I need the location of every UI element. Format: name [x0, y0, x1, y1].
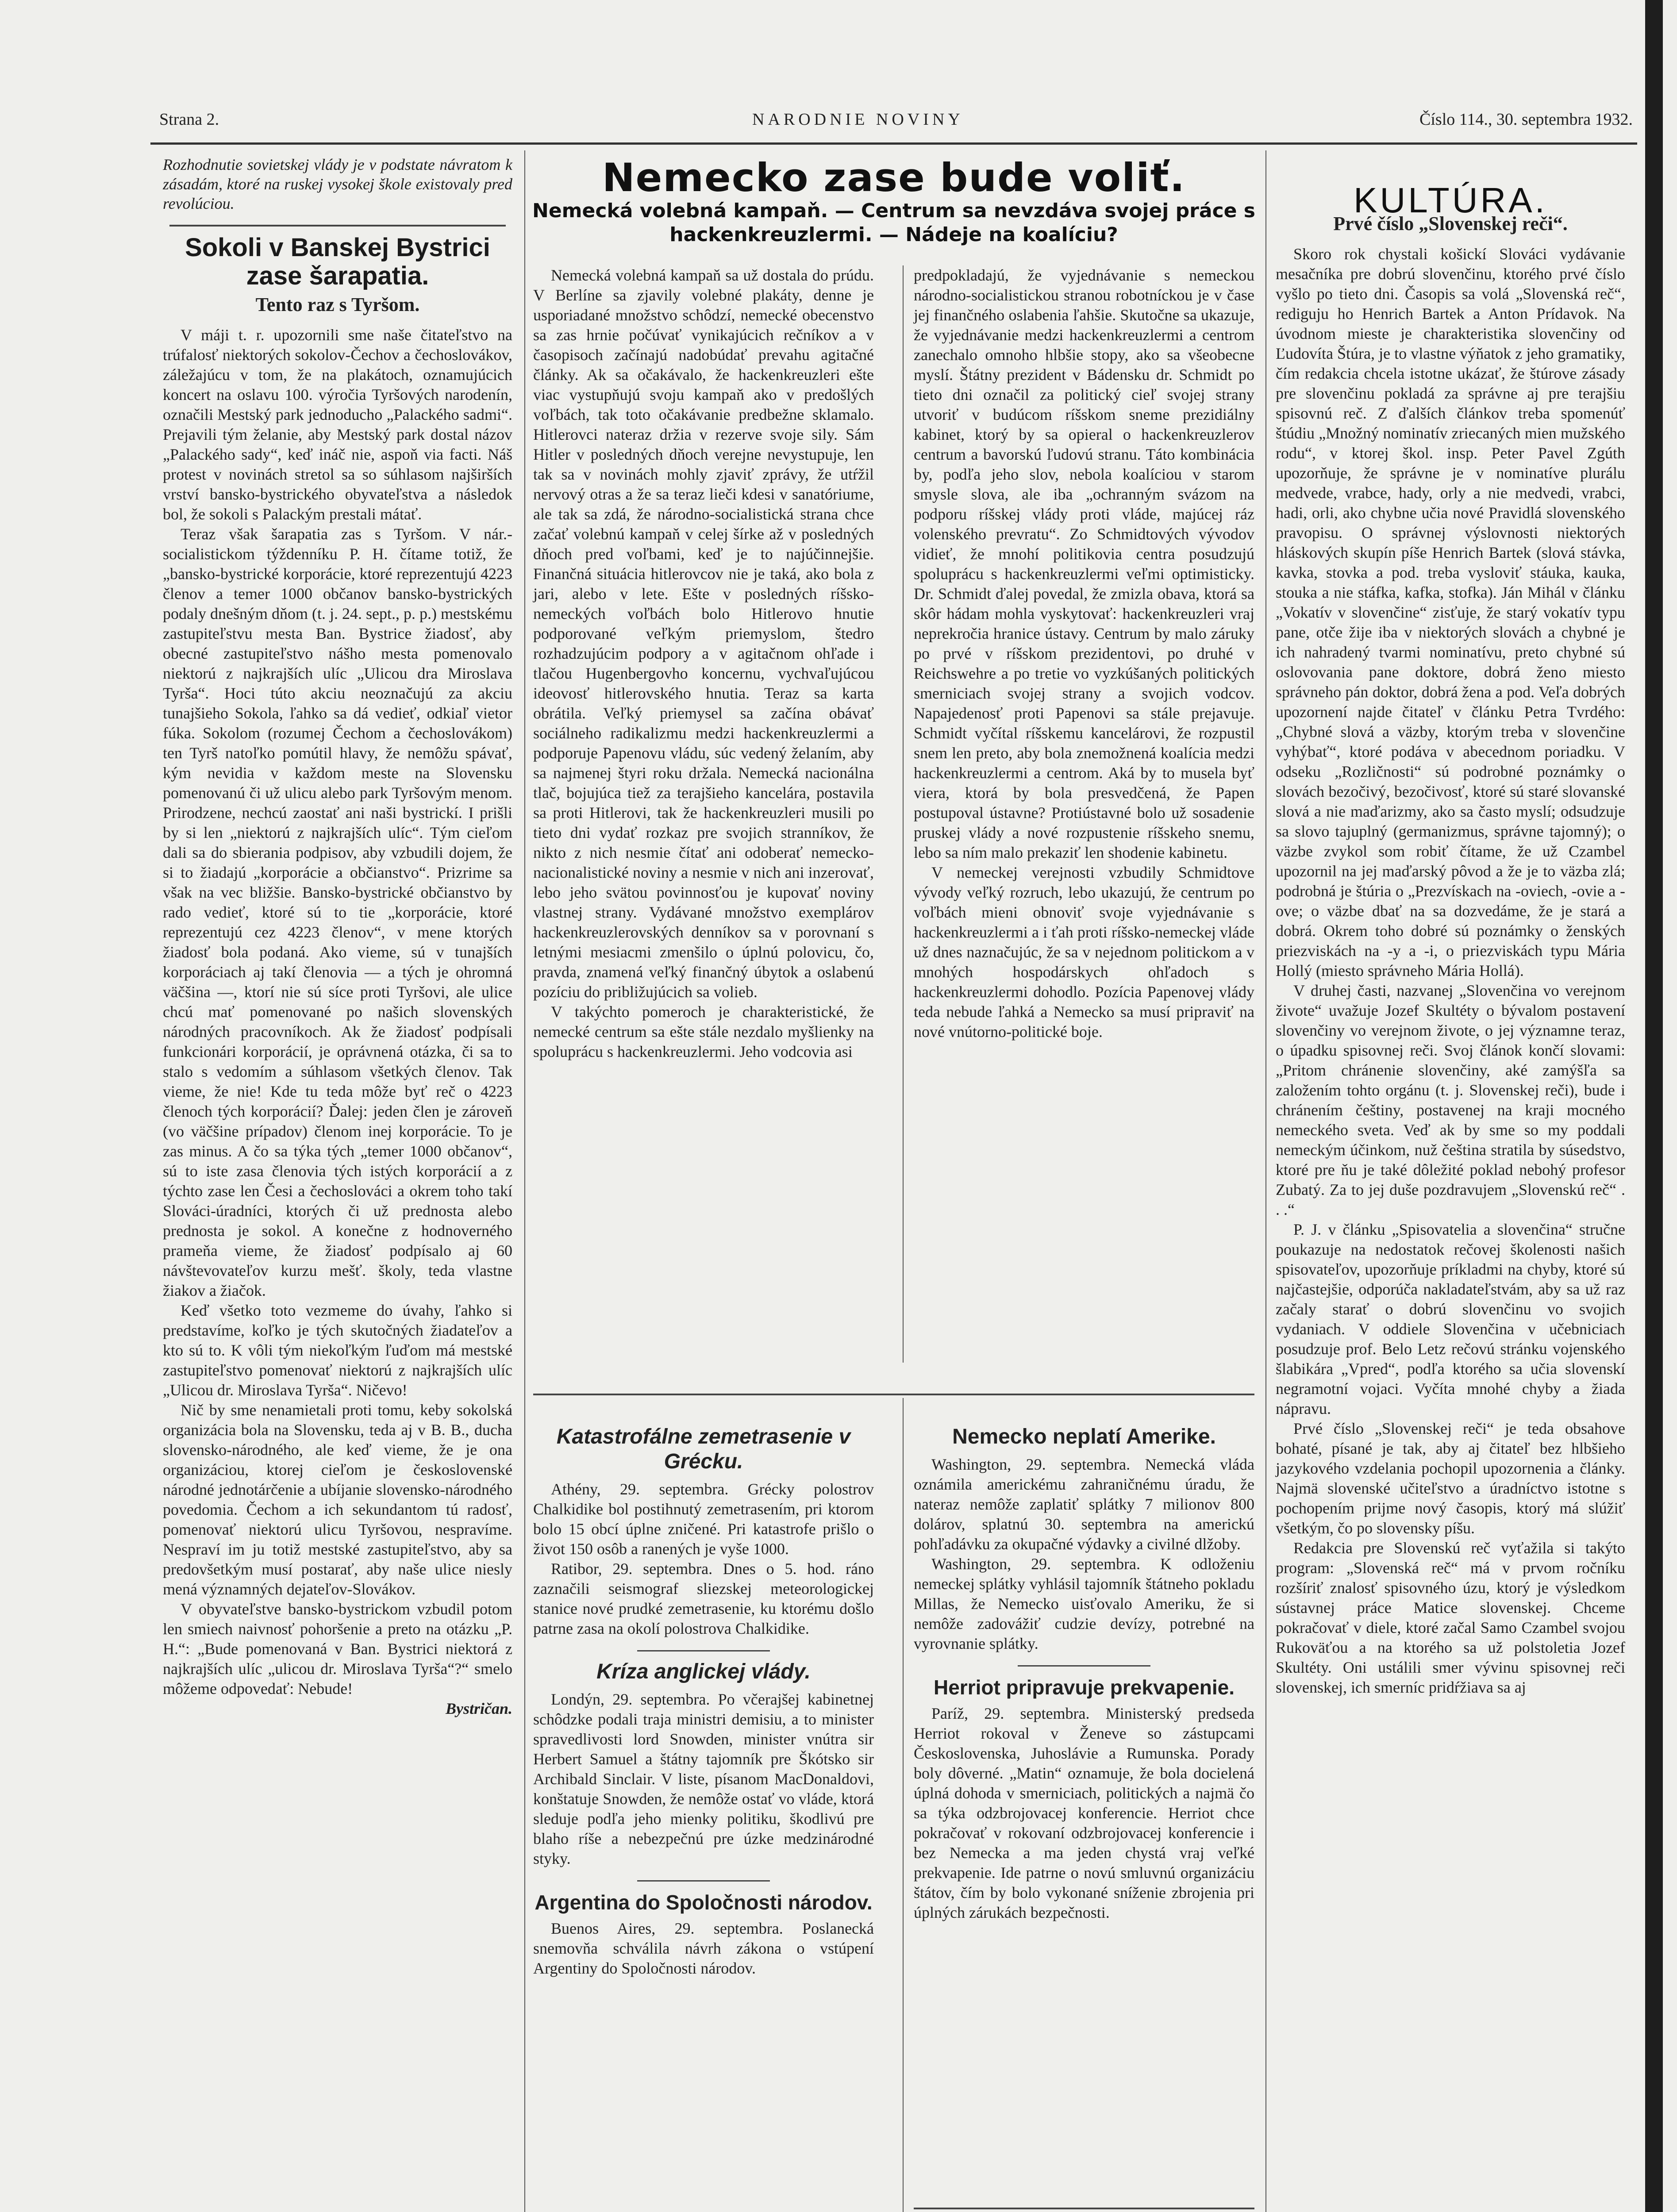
paragraph: Teraz však šarapatia zas s Tyršom. V nár.-socialistickom týždenníku P. H. čítame totiž, že „bansko-bystrické korporácie, ktoré reprezentujú 4223 členov a temer 1000 občanov bansko-bystrických podaly dnešným dňom (t. j. 24. sept., p. p.) mestskému zastupiteľstvu mesta Ban. Bystrice žiadosť, aby obecné zastupiteľstvo nášho mesta pomenovalo niektorú z najkrajších ulíc „Ulicou dra Miroslava Tyrša“. Hoci túto akciu neoznačujú za akciu tunajšieho Sokola, ľahko sa dá vedieť, odkiaľ vietor fúka. Sokolom (rozumej Čechom a čechoslovákom) ten Tyrš natoľko pomútil hlavy, že nemôžu spávať, kým nevidia v každom meste na Slovensku pomenovanú či už ulicu alebo park Tyršovým menom. Prirodzene, nechcú zaostať ani naši bystrickí. I prišli by si len „niektorú z najkrajších ulíc“. Tým cieľom dali sa do sbierania podpisov, aby vzbudili dojem, že si to žiadajú „korporácie a občianstvo“. Prizrime sa však na vec bližšie. Bansko-bystrické občianstvo by rado vedieť, ktoré sú to tie „korporácie, ktoré reprezentujú cez 4223 členov“, v mene ktorých žiadosť bola podaná. Ako vieme, sú v tunajších korporáciach aj takí členovia — a tých je ohromná väčšina —, ktorí nie sú síce proti Tyršovi, ale ulice chcú mať pomenované po našich slovenských národných pracovníkoch. Ak že žiadosť podpísali funkcionári korporácií, je oprávnená otázka, či sa to stalo s vedomím a súhlasom všetkých členov. Tak vieme, že nie! Kde tu teda môže byť reč o 4223 členoch tých korporácií? Ďalej: jeden člen je zároveň (vo väčšine prípadov) členom inej korporácie. To je zas minus. A čo sa týka tých „temer 1000 občanov“, sú to iste zasa členovia tých istých korporácií a z týchto zase len Česi a čechoslováci a okrem toho takí Slováci-úradníci, ktorých či už prednosta alebo prednosta je sokol. A konečne z hodnoverného prameňa vieme, že žiadosť podpísalo aj 60 návštevovateľov kurzu mešť. školy, teda vlastne žiakov a žiačok. [163, 525, 512, 1299]
article-subtitle: Tento raz s Tyršom. [255, 294, 420, 315]
paragraph: Paríž, 29. septembra. Ministerský predseda Herriot rokoval v Ženeve so zástupcami Československa, Juhoslávie a Rumunska. Porady boly dôverné. „Matin“ oznamuje, že bola docielená úplná dohoda v smerniciach, politických a najmä čo sa týka odzbrojovacej konferencie. Herriot chce pokračovať v rokovaní odzbrojovacej konferencie i bez Nemecka a ma jeden chystá vraj veľké prekvapenie. Ide patrne o novú smluvnú organizáciu štátov, čím by bolo vykonané sníženie zbrojenia pri úplných zárukách bezpečnosti. [914, 1705, 1254, 1921]
article-title: Sokoli v Banskej Bystrici zase šarapatia. [185, 233, 490, 290]
section-rule [1018, 1665, 1150, 1667]
section-title: KULTÚRA. [1354, 180, 1547, 220]
paragraph: Prvé číslo „Slovenskej reči“ je teda obsahove bohaté, písané je tak, aby aj čitateľ bez hlbšieho jazykového vzdelania pochopil upozornenia a články. Najmä slovenské učiteľstvo a úradníctvo istotne s pochopením prijme nový časopis, ktorý má slúžiť všetkým, čo po slovensky píšu. [1276, 1420, 1625, 1537]
column-divider [903, 1398, 904, 2212]
paragraph: Nič by sme nenamietali proti tomu, keby sokolská organizácia bola na Slovensku, teda aj v B. B., ducha slovensko-národného, ale keď vieme, že je ona organizáciou, ktorej cieľom je československé národné jednotárčenie a ubíjanie slovensko-národného povedomia. Čechom a ich sekundantom tú radosť, pomenovať niektorú ulicu Tyršovou, nespravíme. Nespraví im ju totiž mestské zastupiteľstvo, aby sa predovšetkým musí postarať, aby naše ulice niesly mená významných dejateľov-Slovákov. [163, 1401, 512, 1598]
paragraph: V nemeckej verejnosti vzbudily Schmidtove vývody veľký rozruch, lebo ukazujú, že centrum po voľbách mieni obnoviť svoje vyjednávanie s hackenkreuzlermi a i ťah proti ríšsko-nemeckej vláde už dnes naznačujúc, že sa v nejednom politickom a v mnohých hospodárskych ohľadoch s hackenkreuzlermi dohodlo. Pozícia Papenovej vlády teda nebude ľahká a Nemecko sa musí pripraviť na nové vnútorno-politické boje. [914, 864, 1254, 1041]
article-germany-col-a [533, 265, 874, 1416]
paragraph: Londýn, 29. septembra. Po včerajšej kabinetnej schôdzke podali traja ministri demisiu, a to minister spravedlivosti lord Snowden, minister vnútra sir Herbert Samuel a štátny tajomník pre Škótsko sir Archibald Sinclair. V liste, písanom MacDonaldovi, konštatuje Snowden, že nemôže ostať vo vláde, ktorá sleduje podľa jeho mienky politiku, škodlivú pre blaho ríše a nebezpečnú pre úzke medzinárodné styky. [533, 1690, 874, 1867]
page-number: Strana 2. [159, 110, 219, 129]
main-subheadline: Nemecká volebná kampaň. — Centrum sa nevzdáva svojej práce s hackenkreuzlermi. — Nádeje na koalíciu? [532, 200, 1255, 246]
article-germany-col-b [914, 265, 1254, 1416]
news-title-herriot: Herriot pripravuje prekvapenie. [933, 1676, 1235, 1699]
issue-date: Číslo 114., 30. septembra 1932. [1419, 110, 1633, 129]
paragraph: Athény, 29. septembra. Grécky polostrov Chalkidike bol postihnutý zemetrasením, pri ktorom bolo 15 obcí úplne zničené. Pri katastrofe prišlo o život 150 osôb a ranených je vyše 1000. [533, 1480, 874, 1558]
news-title-greece: Katastrofálne zemetrasenie v Grécku. [556, 1425, 851, 1473]
section-rule [169, 225, 506, 227]
scan-frame-edge [1645, 0, 1663, 2212]
intro-text: Rozhodnutie sovietskej vlády je v podstate návratom k zásadám, ktoré na ruskej vysokej škole existovaly pred revolúciou. [163, 156, 512, 212]
signature: Bystričan. [445, 1700, 512, 1717]
section-rule [637, 1650, 770, 1651]
news-title-argentina: Argentina do Spoločnosti národov. [535, 1891, 873, 1914]
column-divider [903, 265, 904, 1363]
paragraph: Skoro rok chystali košickí Slováci vydávanie mesačníka pre dobrú slovenčinu, ktorého prvé číslo vyšlo po tieto dni. Časopis sa volá „Slovenská reč“, rediguju ho Henrich Bartek a Anton Prídavok. Na úvodnom mieste je charakteristika slovenčiny od Ľudovíta Štúra, je to vlastne výňatok z jeho gramatiky, čím redakcia chcela istotne ukázať, že štúrove zásady pre slovenčinu pokladá za správne aj pre terajšiu spisovnú reč. Z ďalších článkov treba spomenúť štúdiu „Množný nominatív zriecaných mien mužského rodu“, v ktorej škol. insp. Peter Pavel Zgúth upozorňuje, že správne je v nominatíve plurálu medvede, vrabce, hady, orly a nie medvedi, vrabci, hadi, orli, ako chybne učia nové Pravidlá slovenského pravopisu. O správnej výslovnosti niektorých hláskových skupín píše Henrich Bartek (slová stávka, kavka, stovka a pod. treba vysloviť stáuka, kauka, stouka a nie stáfka, kafka, stofka). Ján Mihál v článku „Vokatív v slovenčine“ zisťuje, že starý vokatív typu pane, otče žije iba v niektorých slovách a chybné je ich nahradený tvarmi nominatívu, preto chybné sú oslovovania pane doktore, dobrá ženo miesto správneho pán doktor, dobrá žena a pod. Veľa dobrých upozornení najde čitateľ v článku Petra Tvrdého: „Chybné slová a väzby, ktorým treba v slovenčine vyhýbať“, ktoré podáva v abecednom poriadku. V odseku „Rozličnosti“ sú podrobné poznámky o slovách bezočivý, bezočivosť, ktoré sú staré slovanské slová a nie maďarizmy, ako sa často myslí; odsudzuje sa slovo tajuplný (germanizmus, správne tajomný); o väzbe zvykol som robiť čítame, že už Czambel upozornil na jej maďarský pôvod a že je to väzba zlá; podrobná je štúria o „Prezvískach na -oviech, -ovie a -ove; o väzbe dbať na sa dozvedáme, že je stará a dobrá. Okrem toho dobré sú poznámky o ženských priezviskách na -y a -i, o priezviskách typu Mária Hollý (miesto správneho Mária Hollá). [1276, 245, 1625, 979]
news-title-germany: Nemecko neplatí Amerike. [952, 1425, 1216, 1448]
article-kultura [1276, 180, 1625, 2212]
article-intro [163, 155, 512, 213]
column-divider [524, 150, 525, 2212]
section-rule [533, 1394, 1254, 1395]
paragraph: Redakcia pre Slovenskú reč vyťažila si takýto program: „Slovenská reč“ má v prvom ročníku rozšíriť znalosť spisovného úzu, ktorý je výsledkom sústavnej práce Matice slovenskej. Chceme pokračovať v diele, ktoré začal Samo Czambel svojou Rukoväťou a na ktorého sa už polstoletia Jozef Skultéty. Oni ustálili smer vývinu spisovnej reči slovenskej, ich smerníc pridŕžiava sa aj [1276, 1539, 1625, 1696]
main-headline: Nemecko zase bude voliť. [602, 155, 1186, 200]
article-title: Prvé číslo „Slovenskej reči“. [1333, 213, 1568, 234]
section-rule [637, 1880, 770, 1882]
paragraph: V druhej časti, nazvanej „Slovenčina vo verejnom živote“ uvažuje Jozef Skultéty o bývalom postavení slovenčiny vo verejnom živote, o jej významne teraz, o úpadku spisovnej reči. Svoj článok končí slovami: „Pritom chránenie slovenčiny, aké zamýšľa sa založením tohto orgánu (t. j. Slovenskej reči), bude i chránením češtiny, postavenej na kraji mocného nemeckého sveta. Veď ak by sme so my poddali nemeckým účinkom, nuž čeština stratila by súsedstvo, ktoré pre ňu je také dôležité poklad nebohý profesor Zubatý. Za to jej duše pozdravujem „Slovenskú reč“ . . .“ [1276, 982, 1625, 1218]
paragraph: V takýchto pomeroch je charakteristické, že nemecké centrum sa ešte stále nezdalo myšlienky na spoluprácu s hackenkreuzlermi. Jeho vodcovia asi [533, 1003, 874, 1060]
paragraph: Nemecká volebná kampaň sa už dostala do prúdu. V Berlíne sa zjavily volebné plakáty, denne je usporiadané množstvo schôdzí, nemecké obecenstvo sa zas hrnie počúvať vynikajúcich rečníkov a v časopisoch začínajú nadobúdať prevahu agitačné články. Ak sa očakávalo, že hackenkreuzleri ešte viac vystupňujú svoju kampaň ako v predošlých voľbách, tak toto očakávanie predbežne sklamalo. Hitlerovci nateraz držia v rezerve svoje sily. Sám Hitler v posledných dňoch verejne nevystupuje, len tak sa v novinách mohly zjaviť zprávy, že utŕžil nervový otras a že sa teraz lieči kdesi v sanatóriume, ale tak sa zdá, že národno-socialistická strana chce začať volebnú kampaň v celej šírke až v posledných dňoch pred voľbami, keď je to najúčinnejšie. Finančná situácia hitlerovcov nie je taká, ako bola z jari, alebo v lete. Ešte v posledných ríšsko-nemeckých voľbách bolo Hitlerovo hnutie podporované veľkým priemyslom, štedro rozhadzujúcim podpory a v agitačnom ohľade i tlačou Hugenbergovho koncernu, vychvaľujúcou ideovosť hitlerovského hnutia. Teraz sa karta obrátila. Veľký priemysel sa začína obávať sociálneho radikalizmu medzi hackenkreuzlermi a podporuje Papenovu vládu, súc vedený želaním, aby sa najmenej štyri roku držala. Nemecká nacionálna tlač, bojujúca tiež za terajšieho kancelára, postavila sa proti Hitlerovi, tak že hackenkreuzleri musili po tieto dni vydať rozkaz pre svojich stranníkov, že nikto z nich nesmie čítať ani odoberať nemecko-nacionalistické noviny a nesmie v nich ani inzerovať, lebo jeho svätou povinnosťou je kupovať noviny vlastnej strany. Vydávané množstvo exemplárov hackenkreuzlerovských denníkov sa v porovnaní s letnými mesiacmi zmenšilo o úplnú polovicu, čo, pravda, znamená veľký finančný úbytok a oslabenú pozíciu do približujúcich sa volieb. [533, 266, 874, 1001]
article-sokoli [163, 155, 512, 2212]
header-rule [150, 142, 1637, 145]
news-column-right [914, 1425, 1254, 1923]
page-header [159, 110, 1633, 136]
news-column-left [533, 1425, 874, 1978]
paragraph: Ratibor, 29. septembra. Dnes o 5. hod. ráno zaznačili seismograf sliezskej meteorologickej stanice nové prudké zemetrasenie, ku ktorému došlo patrne zasa na okolí polostrova Chalkidike. [533, 1560, 874, 1637]
masthead: NARODNIE NOVINY [752, 110, 964, 129]
paragraph: Washington, 29. septembra. K odloženiu nemeckej splátky vyhlásil tajomník štátneho pokladu Millas, že Nemecko uisťovalo Ameriku, že si nemôže zadovážiť cudzie devízy, potrebné na vyrovnanie splátky. [914, 1555, 1254, 1652]
news-title-england: Kríza anglickej vlády. [596, 1660, 811, 1683]
paragraph: P. J. v článku „Spisovatelia a slovenčina“ stručne poukazuje na nedostatok rečovej školenosti našich spisovateľov, upozorňuje príkladmi na chyby, ktoré sú najčastejšie, odporúča nakladateľstvám, aby sa už raz začaly starať o dobrú slovenčinu vo svojich vydaniach. V oddiele Slovenčina v učebniciach posudzuje prof. Belo Letz rečovú stránku vojenského šlabikára „Vpred“, podľa ktorého sa učia slovenskí negramotní vojaci. Vyčíta mnohé chyby a žiada nápravu. [1276, 1221, 1625, 1417]
paragraph: Keď všetko toto vezmeme do úvahy, ľahko si predstavíme, koľko je tých skutočných žiadateľov a kto sú to. K vôli tým niekoľkým ľuďom má mestské zastupiteľstvo pomenovať niektorú z najkrajších ulíc „Ulicou dr. Miroslava Tyrša“. Ničevo! [163, 1302, 512, 1399]
paragraph: V obyvateľstve bansko-bystrickom vzbudil potom len smiech naivnosť pohoršenie a preto na otázku „P. H.“: „Bude pomenovaná v Ban. Bystrici niektorá z najkrajších ulíc „ulicou dr. Miroslava Tyrša“?“ smelo môžeme odpovedať: Nebude! [163, 1600, 512, 1697]
section-rule [914, 2208, 1254, 2209]
paragraph: Washington, 29. septembra. Nemecká vláda oznámila americkému zahraničnému úradu, že nateraz nemôže zaplatiť splátky 7 milionov 800 dolárov, splatnú 30. septembra na americkú pohľadávku za okupačné výdavky a civilné dlžoby. [914, 1455, 1254, 1553]
column-divider [1265, 150, 1266, 2212]
paragraph: V máji t. r. upozornili sme naše čitateľstvo na trúfalosť niektorých sokolov-Čechov a čechoslovákov, záležajúcu v tom, že na plakátoch, oznamujúcich koncert na oslavu 100. výročia Tyršových narodenín, označili Mestský park jednoducho „Palackého sadmi“. Prejavili tým želanie, aby Mestský park dostal názov „Palackého sady“, keď ináč nie, aspoň via facti. Náš protest v novinách stretol sa so súhlasom najširších vrství bansko-bystrického obyvateľstva a následok bol, že sokoli s Palackým prestali mátať. [163, 326, 512, 523]
paragraph: Buenos Aires, 29. septembra. Poslanecká snemovňa schválila návrh zákona o vstúpení Argentiny do Spoločnosti národov. [533, 1920, 874, 1977]
paragraph: predpokladajú, že vyjednávanie s nemeckou národno-socialistickou stranou robotníckou je v čase jej finančného oslabenia ľahšie. Skutočne sa ukazuje, že vyjednávanie medzi hackenkreuzlermi a centrom zanechalo omnoho hlbšie stopy, ako sa všeobecne myslí. Štátny prezident v Bádensku dr. Schmidt po tieto dni označil za politický cieľ svojej strany utvoriť v budúcom ríšskom sneme prezidiálny kabinet, ktorý by sa opieral o hackenkreuzlerov centrum a bavorskú ľudovú stranu. Táto kombinácia by, podľa jeho slov, nebola koalíciou v starom smysle slova, ale iba „ochranným svázom na podporu ríšskej vlády proti vláde, majúcej ráz volenského prevratu“. Zo Schmidtových vývodov vidieť, že mnohí politikovia centra posudzujú spoluprácu s hackenkreuzlermi veľmi optimisticky. Dr. Schmidt ďalej povedal, že zmizla obava, ktorá sa skôr hádam mohla vyskytovať: hackenkreuzleri vraj neprekročia hranice ústavy. Centrum by malo záruky po prvé v ríšskom prezidentovi, po druhé v Reichswehre a po tretie vo vyzkúšaných politických smerniciach svojej strany a svojich vodcov. Napajedenosť proti Papenovi sa stále prejavuje. Schmidt vyčítal ríšskemu kancelárovi, že rozpustil snem len preto, aby bola znemožnená koalícia medzi hackenkreuzlermi a centrom. Aká by to musela byť viera, ktorá by bola presvedčená, že Papen postupoval ústavne? Protiústavné bolo už sosadenie pruskej vlády a nové rozpustenie ríšskeho snemu, lebo sa ním malo prekaziť len shodenie kabinetu. [914, 266, 1254, 861]
